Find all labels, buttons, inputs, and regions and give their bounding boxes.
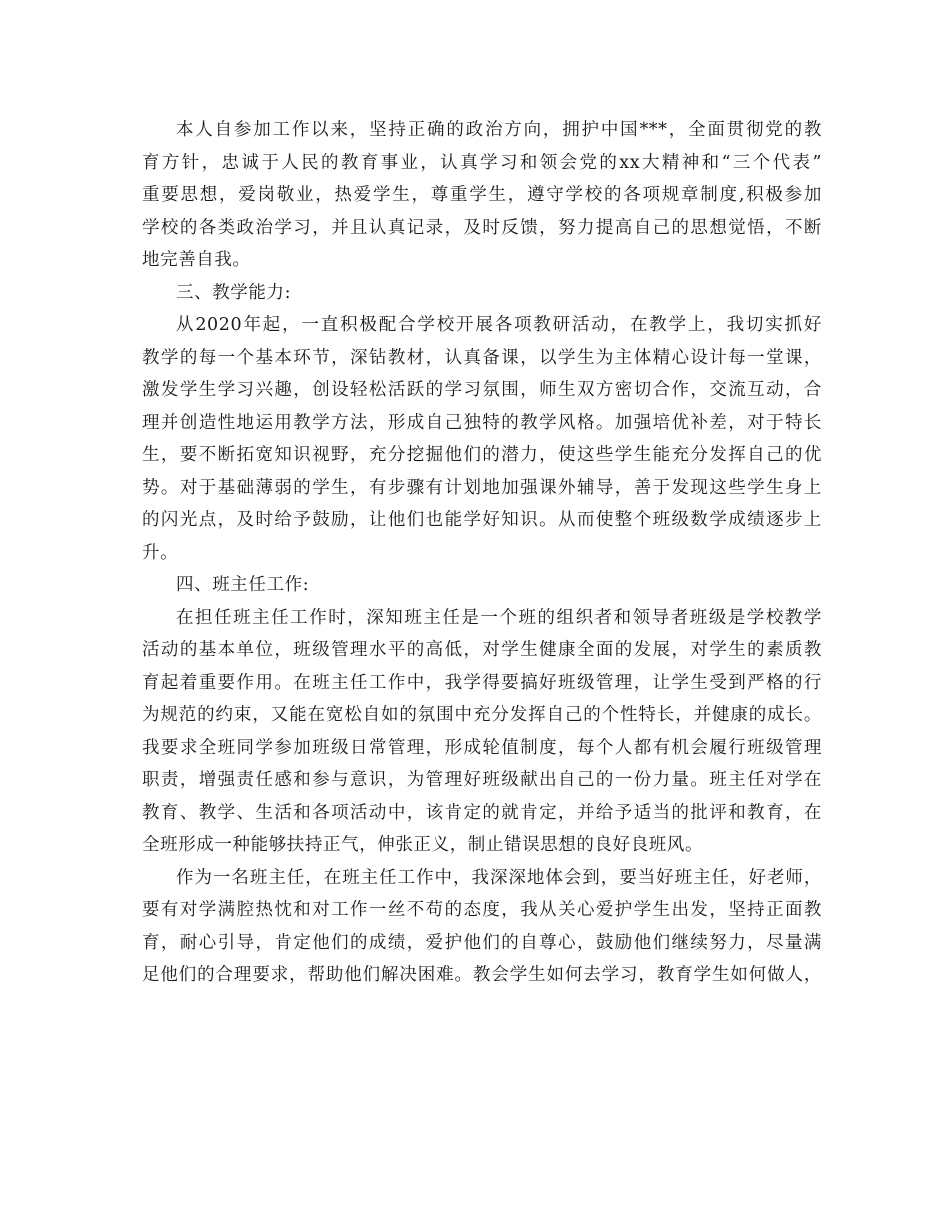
paragraph-4-line-3: 育，耐心引导，肯定他们的成绩，爱护他们的自尊心，鼓励他们继续努力，尽量满 (142, 932, 822, 953)
paragraph-2-line-1: 从2020年起，一直积极配合学校开展各项教研活动，在教学上，我切实抓好 (176, 315, 822, 335)
paragraph-1-line-2: 育方针，忠诚于人民的教育事业，认真学习和领会党的xx大精神和“三个代表” (142, 152, 822, 173)
paragraph-2-line-2: 教学的每一个基本环节，深钻教材，认真备课，以学生为主体精心设计每一堂课， (142, 347, 822, 368)
document-body (142, 114, 822, 992)
paragraph-1-line-1: 本人自参加工作以来，坚持正确的政治方向，拥护中国***，全面贯彻党的教 (176, 120, 822, 140)
paragraph-3-line-2: 活动的基本单位，班级管理水平的高低，对学生健康全面的发展，对学生的素质教 (142, 640, 822, 660)
paragraph-4-line-1: 作为一名班主任，在班主任工作中，我深深地体会到，要当好班主任，好老师， (176, 867, 822, 888)
section-heading-class-teacher-work: 四、班主任工作: (176, 575, 310, 595)
paragraph-3-line-6: 职责，增强责任感和参与意识，为管理好班级献出自己的一份力量。班主任对学在 (142, 770, 822, 790)
paragraph-4-line-2: 要有对学满腔热忱和对工作一丝不苟的态度，我从关心爱护学生出发，坚持正面教 (142, 900, 822, 920)
paragraph-3-line-8: 全班形成一种能够扶持正气，伸张正义，制止错误思想的良好良班风。 (142, 835, 704, 855)
paragraph-3-line-3: 育起着重要作用。在班主任工作中，我学得要搞好班级管理，让学生受到严格的行 (142, 672, 822, 693)
paragraph-2-line-7: 的闪光点，及时给予鼓励，让他们也能学好知识。从而使整个班级数学成绩逐步上 (142, 510, 822, 530)
paragraph-1-line-3: 重要思想，爱岗敬业，热爱学生，尊重学生，遵守学校的各项规章制度,积极参加 (142, 185, 822, 205)
paragraph-1-line-4: 学校的各类政治学习，并且认真记录，及时反馈，努力提高自己的思想觉悟，不断 (142, 217, 822, 238)
paragraph-3-line-4: 为规范的约束，又能在宽松自如的氛围中充分发挥自己的个性特长，并健康的成长。 (142, 705, 822, 725)
paragraph-4-line-4: 足他们的合理要求，帮助他们解决困难。教会学生如何去学习，教育学生如何做人， (142, 965, 822, 985)
paragraph-3-line-5: 我要求全班同学参加班级日常管理，形成轮值制度，每个人都有机会履行班级管理 (142, 737, 822, 758)
paragraph-1-line-5: 地完善自我。 (142, 250, 251, 270)
paragraph-2-line-8: 升。 (142, 542, 179, 563)
section-heading-teaching-ability: 三、教学能力: (176, 282, 292, 303)
paragraph-3-line-1: 在担任班主任工作时，深知班主任是一个班的组织者和领导者班级是学校教学 (176, 607, 822, 628)
paragraph-2-line-6: 势。对于基础薄弱的学生，有步骤有计划地加强课外辅导，善于发现这些学生身上 (142, 477, 822, 498)
paragraph-3-line-7: 教育、教学、生活和各项活动中，该肯定的就肯定，并给予适当的批评和教育，在 (142, 802, 822, 823)
paragraph-2-line-3: 激发学生学习兴趣，创设轻松活跃的学习氛围，师生双方密切合作，交流互动，合 (142, 380, 822, 400)
paragraph-2-line-5: 生，要不断拓宽知识视野，充分挖掘他们的潜力，使这些学生能充分发挥自己的优 (142, 445, 822, 465)
paragraph-2-line-4: 理并创造性地运用教学方法，形成自己独特的教学风格。加强培优补差，对于特长 (142, 412, 822, 433)
